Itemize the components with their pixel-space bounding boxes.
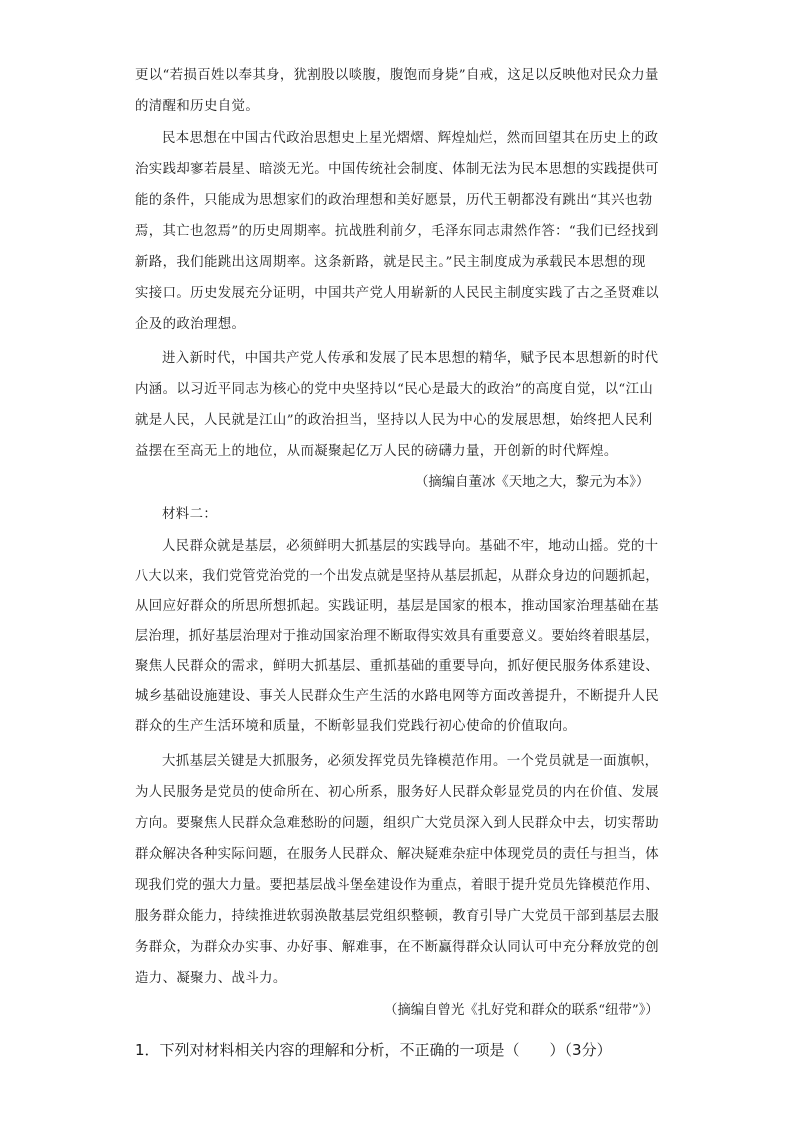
paragraph-line: 民本思想在中国古代政治思想史上星光熠熠、辉煌灿烂，然而回望其在历史上的政 <box>162 131 659 146</box>
paragraph-line: 为人民服务是党员的使命所在、初心所系，服务好人民群众彰显党员的内在价值、发展 <box>135 785 660 800</box>
paragraph-line: 内涵。以习近平同志为核心的党中央坚持以“民心是最大的政治”的高度自觉，以“江山 <box>135 382 654 397</box>
question-1: 1．下列对材料相关内容的理解和分析，不正确的一项是（ ）（3分） <box>135 1041 612 1059</box>
paragraph-line: 大抓基层关键是大抓服务，必须发挥党员先锋模范作用。一个党员就是一面旗帜， <box>162 754 659 769</box>
paragraph-line: 层治理，抓好基层治理对于推动国家治理不断取得实效具有重要意义。要始终着眼基层， <box>135 629 659 644</box>
paragraph-line: 更以“若损百姓以奉其身，犹割股以啖腹，腹饱而身毙”自戒，这足以反映他对民众力量 <box>135 68 659 83</box>
paragraph-line: 城乡基础设施建设、事关人民群众生产生活的水路电网等方面改善提升，不断提升人民 <box>135 689 660 704</box>
paragraph-line: 八大以来，我们党管党治党的一个出发点就是坚持从基层抓起，从群众身边的问题抓起， <box>135 569 659 584</box>
paragraph-line: 实接口。历史发展充分证明，中国共产党人用崭新的人民民主制度实践了古之圣贤难以 <box>135 286 660 301</box>
paragraph-line: 造力、凝聚力、战斗力。 <box>135 971 287 986</box>
paragraph-line: 治实践却寥若晨星、暗淡无光。中国传统社会制度、体制无法为民本思想的实践提供可 <box>135 162 660 177</box>
paragraph-line: 益摆在至高无上的地位，从而凝聚起亿万人民的磅礴力量，开创新的时代辉煌。 <box>135 444 618 459</box>
paragraph-line: 从回应好群众的所思所想抓起。实践证明，基层是国家的根本，推动国家治理基础在基 <box>135 599 660 614</box>
source-citation: （摘编自曾光《扎好党和群众的联系“纽带”》） <box>384 1003 659 1018</box>
paragraph-line: 新路，我们能跳出这周期率。这条新路，就是民主。”民主制度成为承载民本思想的现 <box>135 255 646 270</box>
paragraph-line: 群众的生产生活环境和质量，不断彰显我们党践行初心使命的价值取向。 <box>135 719 577 734</box>
source-citation: （摘编自董冰《天地之大，黎元为本》） <box>415 475 650 490</box>
paragraph-line: 能的条件，只能成为思想家们的政治理想和美好愿景，历代王朝都没有跳出“其兴也勃 <box>135 193 653 208</box>
paragraph-line: 聚焦人民群众的需求，鲜明大抓基层、重抓基础的重要导向，抓好便民服务体系建设、 <box>135 659 660 674</box>
paragraph-line: 服务群众能力，持续推进软弱涣散基层党组织整顿，教育引导广大党员干部到基层去服 <box>135 909 660 924</box>
section-heading: 材料二： <box>162 507 218 522</box>
paragraph-line: 方向。要聚焦人民群众急难愁盼的问题，组织广大党员深入到人民群众中去，切实帮助 <box>135 816 660 831</box>
paragraph-line: 就是人民，人民就是江山”的政治担当，坚持以人民为中心的发展思想，始终把人民利 <box>135 413 653 428</box>
paragraph-line: 进入新时代，中国共产党人传承和发展了民本思想的精华，赋予民本思想新的时代 <box>162 351 659 366</box>
paragraph-line: 现我们党的强大力量。要把基层战斗堡垒建设作为重点，着眼于提升党员先锋模范作用、 <box>135 878 659 893</box>
paragraph-line: 群众解决各种实际问题，在服务人民群众、解决疑难杂症中体现党员的责任与担当，体 <box>135 847 660 862</box>
paragraph-line: 企及的政治理想。 <box>135 317 246 332</box>
paragraph-line: 的清醒和历史自觉。 <box>135 99 260 114</box>
paragraph-line: 焉，其亡也忽焉”的历史周期率。抗战胜利前夕，毛泽东同志肃然作答：“我们已经找到 <box>135 224 659 239</box>
paragraph-line: 务群众，为群众办实事、办好事、解难事，在不断赢得群众认同认可中充分释放党的创 <box>135 940 660 955</box>
paragraph-line: 人民群众就是基层，必须鲜明大抓基层的实践导向。基础不牢，地动山摇。党的十 <box>162 539 659 554</box>
